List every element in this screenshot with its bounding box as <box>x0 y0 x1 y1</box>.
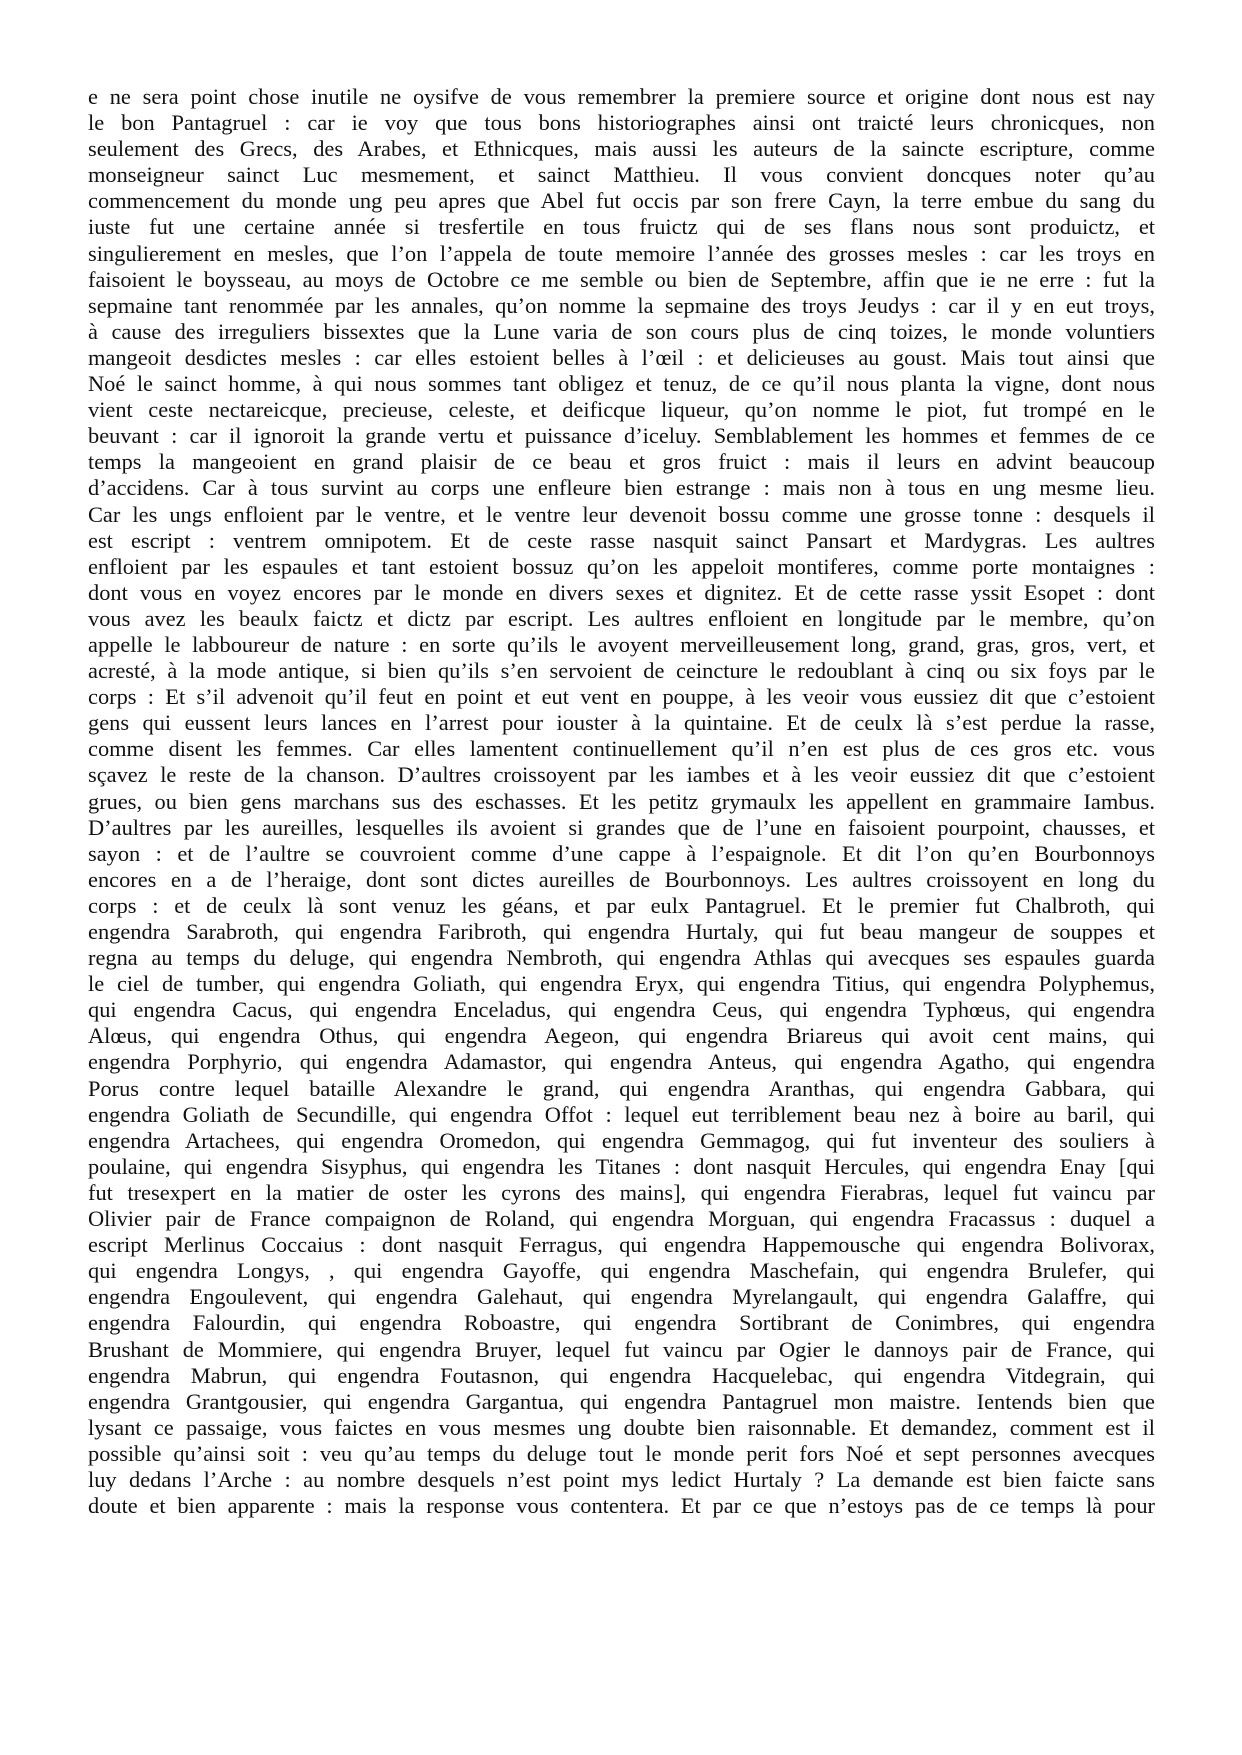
text-line: engendra Mabrun, qui engendra Foutasnon, qui engendra Hacquelebac, qui engendra Vitdegrain, qui <box>88 1362 1155 1388</box>
text-line: Alœus, qui engendra Othus, qui engendra Aegeon, qui engendra Briareus qui avoit cent mains, qui <box>88 1023 1155 1049</box>
text-line: le bon Pantagruel : car ie voy que tous bons historiographes ainsi ont traicté leurs chronicques, non <box>88 110 1155 136</box>
text-line: dont vous en voyez encores par le monde en divers sexes et dignitez. Et de cette rasse yssit Esopet : dont <box>88 579 1155 605</box>
text-line: corps : Et s’il advenoit qu’il feut en point et eut vent en pouppe, à les veoir vous eussiez dit que c’estoient <box>88 684 1155 710</box>
text-line: D’aultres par les aureilles, lesquelles ils avoient si grandes que de l’une en faisoient pourpoint, chausses, et <box>88 814 1155 840</box>
text-line: regna au temps du deluge, qui engendra Nembroth, qui engendra Athlas qui avecques ses espaules guarda <box>88 945 1155 971</box>
text-line: sepmaine tant renommée par les annales, qu’on nomme la sepmaine des troys Jeudys : car il y en eut troys, <box>88 292 1155 318</box>
text-line: Noé le sainct homme, à qui nous sommes tant obligez et tenuz, de ce qu’il nous planta la vigne, dont nous <box>88 371 1155 397</box>
text-line: commencement du monde ung peu apres que Abel fut occis par son frere Cayn, la terre embue du sang du <box>88 188 1155 214</box>
text-line: grues, ou bien gens marchans sus des eschasses. Et les petitz grymaulx les appellent en grammaire Iambus. <box>88 788 1155 814</box>
text-line: engendra Porphyrio, qui engendra Adamastor, qui engendra Anteus, qui engendra Agatho, qui engendra <box>88 1049 1155 1075</box>
text-line: acresté, à la mode antique, si bien qu’ils s’en servoient de ceincture le redoublant à cinq ou six foys par le <box>88 658 1155 684</box>
text-line: engendra Sarabroth, qui engendra Faribroth, qui engendra Hurtaly, qui fut beau mangeur de souppes et <box>88 919 1155 944</box>
text-line: luy dedans l’Arche : au nombre desquels n’est point mys ledict Hurtaly ? La demande est bien faicte sans <box>88 1466 1155 1492</box>
text-line: lysant ce passaige, vous faictes en vous mesmes ung doubte bien raisonnable. Et demandez, comment est il <box>88 1414 1155 1440</box>
text-line: gens qui eussent leurs lances en l’arrest pour iouster à la quintaine. Et de ceulx là s’est perdue la rasse, <box>88 710 1155 736</box>
text-line: e ne sera point chose inutile ne oysifve de vous remembrer la premiere source et origine dont nous est nay <box>88 84 1155 109</box>
text-line: mangeoit desdictes mesles : car elles estoient belles à l’œil : et delicieuses au goust. Mais tout ainsi que <box>88 344 1155 370</box>
text-line: beuvant : car il ignoroit la grande vertu et puissance d’iceluy. Semblablement les hommes et femmes de ce <box>88 423 1155 449</box>
text-line: sçavez le reste de la chanson. D’aultres croissoyent par les iambes et à les veoir eussiez dit que c’estoient <box>88 762 1155 788</box>
text-line: qui engendra Cacus, qui engendra Enceladus, qui engendra Ceus, qui engendra Typhœus, qui engendra <box>88 997 1155 1023</box>
text-line: engendra Artachees, qui engendra Oromedon, qui engendra Gemmagog, qui fut inventeur des souliers à <box>88 1127 1155 1153</box>
text-line: Brushant de Mommiere, qui engendra Bruyer, lequel fut vaincu par Ogier le dannoys pair de France, qui <box>88 1336 1155 1362</box>
text-line: comme disent les femmes. Car elles lamentent continuellement qu’il n’en est plus de ces gros etc. vous <box>88 736 1155 762</box>
text-line: encores en a de l’heraige, dont sont dictes aureilles de Bourbonnoys. Les aultres croissoyent en long du <box>88 866 1155 892</box>
text-line: singulierement en mesles, que l’on l’appela de toute memoire l’année des grosses mesles : car les troys en <box>88 240 1155 266</box>
text-line: faisoient le boysseau, au moys de Octobre ce me semble ou bien de Septembre, affin que ie ne erre : fut la <box>88 266 1155 292</box>
text-line: Porus contre lequel bataille Alexandre le grand, qui engendra Aranthas, qui engendra Gabbara, qui <box>88 1075 1155 1101</box>
text-line: fut tresexpert en la matier de oster les cyrons des mains], qui engendra Fierabras, lequel fut vaincu par <box>88 1179 1155 1205</box>
text-line: Car les ungs enfloient par le ventre, et le ventre leur devenoit bossu comme une grosse tonne : desquels il <box>88 501 1155 527</box>
text-line: vient ceste nectareicque, precieuse, celeste, et deificque liqueur, qu’on nomme le piot, fut trompé en le <box>88 397 1155 423</box>
text-line: temps la mangeoient en grand plaisir de ce beau et gros fruict : mais il leurs en advint beaucoup <box>88 449 1155 475</box>
text-line: est escript : ventrem omnipotem. Et de ceste rasse nasquit sainct Pansart et Mardygras. Les aultres <box>88 527 1155 553</box>
text-line: Olivier pair de France compaignon de Roland, qui engendra Morguan, qui engendra Fracassus : duquel a <box>88 1206 1155 1232</box>
text-line: à cause des irreguliers bissextes que la Lune varia de son cours plus de cinq toizes, le monde voluntiers <box>88 318 1155 344</box>
text-line: escript Merlinus Coccaius : dont nasquit Ferragus, qui engendra Happemousche qui engendra Bolivorax, <box>88 1232 1155 1258</box>
text-line: iuste fut une certaine année si tresfertile en tous fruictz qui de ses flans nous sont produictz, et <box>88 214 1155 240</box>
text-line: sayon : et de l’aultre se couvroient comme d’une cappe à l’espaignole. Et dit l’on qu’en Bourbonnoys <box>88 840 1155 866</box>
text-line: seulement des Grecs, des Arabes, et Ethnicques, mais aussi les auteurs de la saincte escripture, comme <box>88 136 1155 162</box>
text-line <box>88 1519 1155 1545</box>
text-line: poulaine, qui engendra Sisyphus, qui engendra les Titanes : dont nasquit Hercules, qui engendra Enay [qui <box>88 1153 1155 1179</box>
text-line: engendra Goliath de Secundille, qui engendra Offot : lequel eut terriblement beau nez à boire au baril, qui <box>88 1101 1155 1127</box>
text-line: corps : et de ceulx là sont venuz les géans, et par eulx Pantagruel. Et le premier fut Chalbroth, qui <box>88 892 1155 918</box>
text-line: engendra Grantgousier, qui engendra Gargantua, qui engendra Pantagruel mon maistre. Ientends bien que <box>88 1388 1155 1414</box>
text-line: possible qu’ainsi soit : veu qu’au temps du deluge tout le monde perit fors Noé et sept personnes avecques <box>88 1440 1155 1466</box>
text-line: doute et bien apparente : mais la response vous contentera. Et par ce que n’estoys pas de ce temps là pour <box>88 1493 1155 1519</box>
text-line: vous avez les beaulx faictz et dictz par escript. Les aultres enfloient en longitude par le membre, qu’on <box>88 605 1155 631</box>
text-line: appelle le labboureur de nature : en sorte qu’ils le avoyent merveilleusement long, grand, gras, gros, vert, et <box>88 631 1155 657</box>
document-page <box>88 84 1155 1724</box>
text-line: monseigneur sainct Luc mesmement, et sainct Matthieu. Il vous convient doncques noter qu’au <box>88 162 1155 188</box>
text-line: enfloient par les espaules et tant estoient bossuz qu’on les appeloit montiferes, comme porte montaignes : <box>88 553 1155 579</box>
text-line: engendra Engoulevent, qui engendra Galehaut, qui engendra Myrelangault, qui engendra Galaffre, qui <box>88 1284 1155 1310</box>
text-line: d’accidens. Car à tous survint au corps une enfleure bien estrange : mais non à tous en ung mesme lieu. <box>88 475 1155 501</box>
text-line: le ciel de tumber, qui engendra Goliath, qui engendra Eryx, qui engendra Titius, qui engendra Polyphemus, <box>88 971 1155 997</box>
text-line: engendra Falourdin, qui engendra Roboastre, qui engendra Sortibrant de Conimbres, qui engendra <box>88 1310 1155 1336</box>
text-line: qui engendra Longys, , qui engendra Gayoffe, qui engendra Maschefain, qui engendra Brulefer, qui <box>88 1258 1155 1284</box>
